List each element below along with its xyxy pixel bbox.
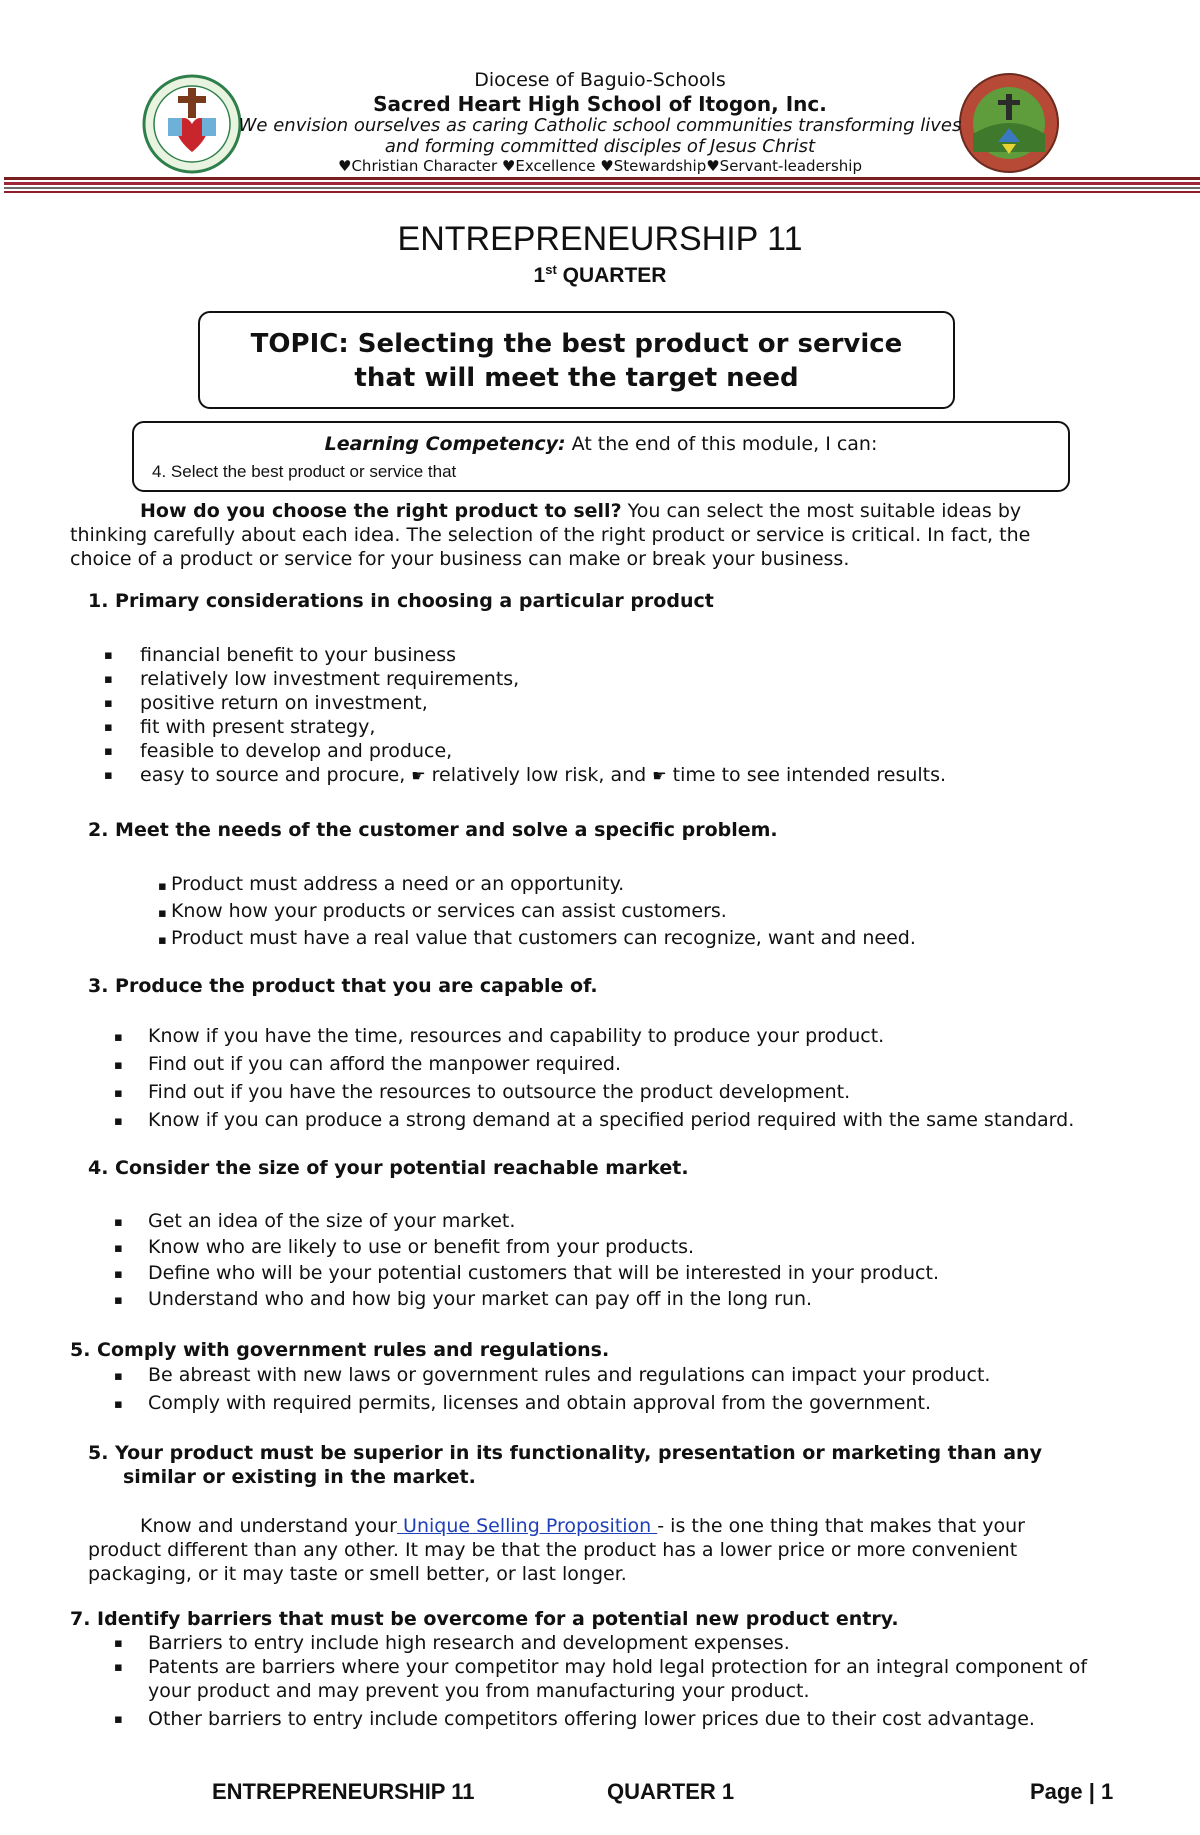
bullet-icon: ▪	[158, 906, 171, 921]
bullet-icon: ▪	[114, 1267, 123, 1282]
section-7-heading: 7. Identify barriers that must be overcome for a potential new product entry.	[70, 1608, 899, 1630]
section-3-heading: 3. Produce the product that you are capable of.	[88, 975, 598, 997]
bullet-icon: ▪	[104, 696, 113, 711]
list-item: ▪ financial benefit to your business	[104, 644, 457, 666]
bullet-icon: ▪	[114, 1636, 123, 1651]
diocese-name: Diocese of Baguio-Schools	[474, 69, 726, 91]
bullet-icon: ▪	[114, 1114, 123, 1129]
section-2-heading: 2. Meet the needs of the customer and solve a specific problem.	[88, 819, 778, 841]
bullet-icon: ▪	[114, 1030, 123, 1045]
usp-paragraph	[88, 1514, 1148, 1586]
bullet-icon: ▪	[114, 1712, 123, 1727]
footer-page-number: Page | 1	[1030, 1779, 1114, 1804]
section-1-list	[104, 643, 946, 788]
usp-link[interactable]: Unique Selling Proposition	[397, 1515, 658, 1537]
usp-line-2: product different than any other. It may be that the product has a lower price or more convenient	[88, 1539, 1018, 1561]
list-item: ▪ Barriers to entry include high research and development expenses.	[114, 1632, 790, 1654]
list-item: ▪ feasible to develop and produce,	[104, 740, 453, 762]
bullet-icon: ▪	[114, 1215, 123, 1230]
list-item: ▪ relatively low investment requirements,	[104, 668, 520, 690]
pointing-hand-icon: ☛	[652, 766, 667, 785]
competency-box	[132, 421, 1070, 492]
bullet-icon: ▪	[114, 1086, 123, 1101]
list-item: ▪ Get an idea of the size of your market.	[114, 1208, 939, 1234]
list-item: ▪ Define who will be your potential customers that will be interested in your product.	[114, 1260, 939, 1286]
quarter-label	[0, 262, 1200, 288]
list-item: ▪ Patents are barriers where your competitor may hold legal protection for an integral component of	[114, 1656, 1088, 1678]
quarter-suffix: st	[545, 262, 557, 277]
list-item: ▪ Find out if you can afford the manpower required.	[114, 1050, 1074, 1078]
usp-line-3: packaging, or it may taste or smell better, or last longer.	[88, 1563, 627, 1585]
intro-rest: You can select the most suitable ideas by	[621, 500, 1022, 522]
list-item: ▪ positive return on investment,	[104, 692, 428, 714]
bullet-icon: ▪	[114, 1058, 123, 1073]
competency-label: Learning Competency:	[324, 433, 566, 455]
section-6-heading-line-2: similar or existing in the market.	[123, 1466, 476, 1488]
list-item: ▪ Know if you can produce a strong demand at a specified period required with the same standard.	[114, 1106, 1074, 1134]
list-item: ▪ Comply with required permits, licenses and obtain approval from the government.	[114, 1389, 990, 1417]
list-item: ▪ fit with present strategy,	[104, 716, 376, 738]
list-item: ▪ Be abreast with new laws or government rules and regulations can impact your product.	[114, 1361, 990, 1389]
bullet-icon: ▪	[104, 672, 113, 687]
section-6-heading-line-1: 5. Your product must be superior in its functionality, presentation or marketing than any	[88, 1442, 1042, 1464]
bullet-icon: ▪	[158, 879, 171, 894]
core-values: ♥Christian Character ♥Excellence ♥Stewardship♥Servant-leadership	[338, 157, 862, 175]
bullet-icon: ▪	[114, 1241, 123, 1256]
footer-subject: ENTREPRENEURSHIP 11	[212, 1779, 475, 1804]
bullet-icon: ▪	[114, 1369, 123, 1384]
list-item: ▪ Find out if you have the resources to outsource the product development.	[114, 1078, 1074, 1106]
bullet-icon: ▪	[114, 1397, 123, 1412]
pointing-hand-icon: ☛	[411, 766, 426, 785]
usp-line-1: Know and understand your Unique Selling Proposition - is the one thing that makes that your	[140, 1515, 1025, 1537]
section-5-list	[114, 1361, 990, 1417]
section-7-list	[114, 1631, 1087, 1731]
intro-question: How do you choose the right product to sell?	[140, 500, 622, 522]
section-2-list	[158, 872, 916, 953]
bullet-icon: ▪	[114, 1660, 123, 1675]
section-3-list	[114, 1022, 1074, 1134]
topic-line-2: that will meet the target need	[354, 363, 799, 393]
quarter-word: QUARTER	[562, 264, 667, 287]
list-item: ▪ Know how your products or services can assist customers.	[158, 900, 727, 922]
list-item: ▪ Know who are likely to use or benefit from your products.	[114, 1234, 939, 1260]
intro-line-1	[70, 499, 1150, 523]
list-item: ▪ Know if you have the time, resources and capability to produce your product.	[114, 1022, 1074, 1050]
bullet-icon: ▪	[104, 768, 113, 783]
bullet-icon: ▪	[158, 933, 171, 948]
topic-box	[198, 311, 955, 409]
intro-line-3: choice of a product or service for your business can make or break your business.	[70, 548, 850, 570]
competency-text: At the end of this module, I can:	[565, 433, 878, 455]
list-item: ▪ Other barriers to entry include competitors offering lower prices due to their cost advantage.	[114, 1708, 1035, 1730]
section-4-list	[114, 1208, 939, 1312]
school-name: Sacred Heart High School of Itogon, Inc.	[373, 92, 827, 116]
list-item: ▪ easy to source and procure, ☛ relatively low risk, and ☛ time to see intended results.	[104, 764, 947, 786]
section-6-heading	[88, 1441, 1042, 1489]
vision-line-1: We envision ourselves as caring Catholic school communities transforming lives	[238, 115, 962, 136]
footer-quarter: QUARTER 1	[607, 1779, 735, 1804]
quarter-number: 1	[533, 264, 546, 287]
list-item: ▪ Understand who and how big your market can pay off in the long run.	[114, 1286, 939, 1312]
vision-line-2: and forming committed disciples of Jesus Christ	[384, 136, 816, 157]
bullet-icon: ▪	[104, 720, 113, 735]
list-item: ▪ Product must have a real value that customers can recognize, want and need.	[158, 927, 916, 949]
section-1-heading: 1. Primary considerations in choosing a particular product	[88, 590, 714, 612]
bullet-icon: ▪	[104, 648, 113, 663]
bullet-icon: ▪	[104, 744, 113, 759]
competency-item: 4. Select the best product or service that	[152, 462, 457, 481]
list-item: ▪ Product must address a need or an opportunity.	[158, 873, 625, 895]
list-item-continued: your product and may prevent you from manufacturing your product.	[148, 1680, 810, 1702]
intro-line-2: thinking carefully about each idea. The selection of the right product or service is critical. In fact, the	[70, 524, 1031, 546]
competency-heading	[134, 433, 1068, 455]
header-divider	[4, 177, 1200, 193]
section-5-heading: 5. Comply with government rules and regulations.	[70, 1339, 610, 1361]
bullet-icon: ▪	[114, 1293, 123, 1308]
page-title: ENTREPRENEURSHIP 11	[397, 220, 803, 258]
section-4-heading: 4. Consider the size of your potential reachable market.	[88, 1157, 689, 1179]
intro-paragraph	[70, 499, 1150, 571]
topic-line-1: TOPIC: Selecting the best product or service	[250, 329, 903, 359]
